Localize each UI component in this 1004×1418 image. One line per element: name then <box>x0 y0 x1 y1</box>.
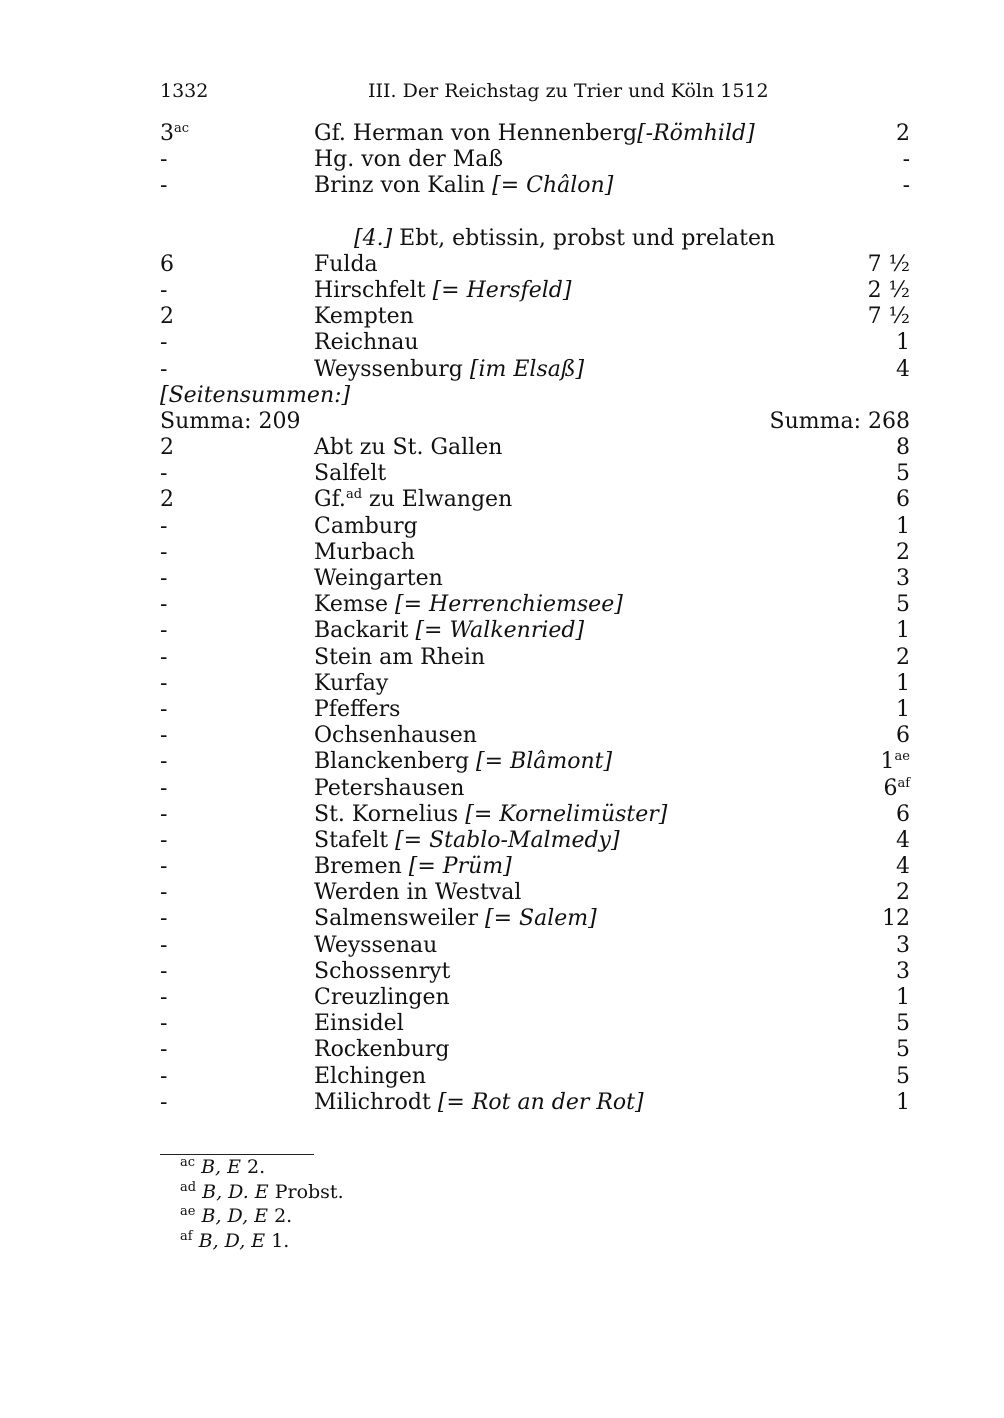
table-row <box>160 828 910 854</box>
rank-value: - <box>160 513 168 539</box>
rank-cell <box>160 304 174 330</box>
rank-cell <box>160 776 167 802</box>
quota-value: 1 <box>896 696 910 722</box>
quota-cell <box>896 828 910 854</box>
entry-name-cell <box>314 802 667 828</box>
rank-cell <box>160 1064 167 1090</box>
quota-cell <box>896 671 910 697</box>
quota-cell <box>896 933 910 959</box>
footnote-mark: ad <box>345 487 363 503</box>
rank-value: - <box>160 723 168 749</box>
entry-name-cell <box>314 933 437 959</box>
quota-cell <box>896 514 910 540</box>
entry-name-cell <box>314 776 464 802</box>
entry-name: Blanckenberg <box>314 749 470 775</box>
page-header <box>160 80 910 106</box>
running-title: III. Der Reichstag zu Trier und Köln 1512 <box>368 80 769 102</box>
entry-name-cell <box>314 304 414 330</box>
page-sums-row <box>160 409 910 435</box>
rank-value: - <box>160 356 168 382</box>
section-title: Ebt, ebtissin, probst und prelaten <box>399 225 776 251</box>
entry-name: Stafelt <box>314 827 389 853</box>
rank-cell <box>160 121 189 147</box>
quota-cell <box>903 173 910 199</box>
entry-name: Murbach <box>314 539 415 565</box>
rank-value: - <box>160 880 168 906</box>
rank-value: - <box>160 801 168 827</box>
rank-value: - <box>160 644 168 670</box>
editorial-note: [= Prüm] <box>408 854 512 880</box>
entry-name-cell <box>314 959 450 985</box>
entry-name-cell <box>314 828 620 854</box>
footnote-mark: ae <box>894 749 910 765</box>
quota-cell <box>896 540 910 566</box>
editorial-note: [-Römhild] <box>637 121 755 146</box>
quota-cell <box>881 749 910 775</box>
quota-value: 1 <box>896 513 910 539</box>
quota-value: 6 <box>896 487 910 513</box>
entry-name: St. Kornelius <box>314 801 459 827</box>
quota-cell <box>903 147 910 173</box>
quota-value: 6 <box>896 801 910 827</box>
footnote <box>180 1229 344 1254</box>
footnote-sources: B, E <box>201 1156 241 1178</box>
table-row <box>160 906 910 932</box>
entry-name-cell <box>314 121 755 147</box>
table-row <box>160 933 910 959</box>
entry-name: Creuzlingen <box>314 985 450 1010</box>
rank-cell <box>160 828 167 854</box>
table-row <box>160 880 910 906</box>
rank-cell <box>160 173 167 199</box>
quota-value: 2 <box>896 121 910 146</box>
page-sums-label: [Seitensummen:] <box>160 382 351 408</box>
entry-name-cell <box>314 985 450 1011</box>
rank-cell <box>160 749 167 775</box>
entry-name: Brinz von Kalin <box>314 173 486 199</box>
editorial-note: [= Rot an der Rot] <box>437 1089 644 1115</box>
entry-name-cell <box>314 1037 450 1063</box>
rank-value: - <box>160 566 168 591</box>
entry-name-cell <box>314 487 512 513</box>
footnote-sources: B, D. E <box>202 1180 269 1203</box>
quota-value: 2 ½ <box>867 277 910 303</box>
entry-name: Gf. <box>314 487 346 513</box>
rank-value: - <box>160 985 168 1010</box>
entry-name-cell <box>314 880 521 906</box>
quota-value: 3 <box>896 932 910 958</box>
quota-cell <box>896 1011 910 1037</box>
rank-cell <box>160 487 174 513</box>
quota-cell <box>896 435 910 461</box>
table-row <box>160 671 910 697</box>
quota-cell <box>868 304 910 330</box>
rank-value: 3 <box>160 121 174 146</box>
quota-value: 1 <box>896 618 910 644</box>
quota-cell <box>896 985 910 1011</box>
rank-cell <box>160 592 167 618</box>
entry-name: Kemse <box>314 592 389 618</box>
quota-value: 1 <box>880 749 895 775</box>
table-row <box>160 566 910 592</box>
table-row <box>160 514 910 540</box>
page-sums-label-row <box>160 383 910 409</box>
table-row <box>160 1090 910 1116</box>
quota-value: 1 <box>896 1089 910 1115</box>
entry-name-cell <box>314 854 512 880</box>
rank-cell <box>160 671 167 697</box>
quota-cell <box>896 1064 910 1090</box>
entry-name: Bremen <box>314 854 402 880</box>
quota-value: 2 <box>896 880 910 906</box>
quota-value: - <box>902 147 910 173</box>
editorial-note: [= Walkenried] <box>415 618 585 644</box>
entry-name-cell <box>314 566 443 592</box>
rank-cell <box>160 618 167 644</box>
entry-name: Hg. von der Maß <box>314 147 504 173</box>
entry-name: Salfelt <box>314 461 387 487</box>
page-number: 1332 <box>160 80 209 102</box>
entry-name: Einsidel <box>314 1011 404 1037</box>
table-row <box>160 1011 910 1037</box>
entry-name-cell <box>314 697 400 723</box>
table-row <box>160 749 910 775</box>
entry-name: Salmensweiler <box>314 906 479 932</box>
rank-value: - <box>160 1089 168 1115</box>
rank-value: 2 <box>160 304 174 330</box>
table-row <box>160 357 910 383</box>
footnote-text: 1. <box>265 1229 290 1252</box>
quota-value: 5 <box>896 1037 910 1063</box>
table-row <box>160 959 910 985</box>
editorial-note: [= Stablo-Malmedy] <box>395 827 620 853</box>
quota-cell <box>882 906 910 932</box>
rank-value: - <box>160 592 168 618</box>
entry-name: Weyssenburg <box>314 356 463 382</box>
rank-value: - <box>160 173 168 199</box>
rank-cell <box>160 435 174 461</box>
page-sum-left: Summa: 209 <box>160 408 301 434</box>
entry-name-cell <box>314 645 485 671</box>
table-row <box>160 540 910 566</box>
footnote-mark: af <box>180 1228 193 1244</box>
quota-value: 6 <box>883 775 898 801</box>
footnote-text: 2. <box>241 1156 266 1178</box>
entry-name: Elchingen <box>314 1063 427 1089</box>
entry-name: Kempten <box>314 304 414 330</box>
rank-value: - <box>160 1063 168 1089</box>
quota-cell <box>896 697 910 723</box>
rank-value: - <box>160 618 168 644</box>
quota-cell <box>896 1090 910 1116</box>
rank-value: - <box>160 330 168 356</box>
footnote-mark: ac <box>174 121 190 136</box>
editorial-note: [= Kornelimüster] <box>465 801 668 827</box>
footnote <box>180 1204 344 1229</box>
table-row <box>160 121 910 147</box>
entry-name-cell <box>314 723 477 749</box>
rank-cell <box>160 723 167 749</box>
table-row <box>160 645 910 671</box>
rank-value: - <box>160 827 168 853</box>
quota-value: 5 <box>896 1011 910 1037</box>
quota-cell <box>896 723 910 749</box>
rank-cell <box>160 540 167 566</box>
table-row <box>160 330 910 356</box>
quota-cell <box>868 252 910 278</box>
section-heading <box>354 226 775 252</box>
quota-value: 8 <box>896 435 910 461</box>
quota-cell <box>896 330 910 356</box>
editorial-note: [= Herrenchiemsee] <box>395 592 623 618</box>
footnote <box>180 1180 344 1205</box>
quota-value: 6 <box>896 723 910 749</box>
table-row <box>160 592 910 618</box>
editorial-note: [= Blâmont] <box>476 749 613 775</box>
entry-name: Stein am Rhein <box>314 644 486 670</box>
rank-value: - <box>160 461 168 487</box>
quota-value: 4 <box>896 854 910 880</box>
rank-cell <box>160 985 167 1011</box>
quota-cell <box>896 121 910 147</box>
quota-value: 4 <box>896 356 910 382</box>
rank-value: - <box>160 1011 168 1037</box>
table-row <box>160 723 910 749</box>
editorial-note: [= Châlon] <box>492 173 614 199</box>
footnote <box>180 1155 344 1180</box>
footnote-mark: ac <box>180 1155 196 1170</box>
quota-cell <box>896 802 910 828</box>
entry-name-cell <box>314 749 612 775</box>
table-row <box>160 461 910 487</box>
quota-value: 2 <box>896 539 910 565</box>
entry-name-cell <box>314 461 386 487</box>
entry-name-cell <box>314 671 388 697</box>
entry-name-cell <box>314 1090 644 1116</box>
table-row <box>160 278 910 304</box>
rank-value: - <box>160 775 168 801</box>
table-row <box>160 697 910 723</box>
section-number: [4.] <box>354 225 393 251</box>
quota-value: - <box>902 173 910 199</box>
entry-name-cell <box>314 147 503 173</box>
rank-cell <box>160 1037 167 1063</box>
entry-name: Werden in Westval <box>314 880 522 906</box>
rank-cell <box>160 461 167 487</box>
footnote-text: 2. <box>268 1205 293 1227</box>
entry-name-cell <box>314 173 613 199</box>
rank-cell <box>160 697 167 723</box>
quota-value: 3 <box>896 958 910 984</box>
entry-name: Weingarten <box>314 566 443 591</box>
rank-cell <box>160 357 167 383</box>
table-row <box>160 1064 910 1090</box>
quota-value: 1 <box>896 985 910 1010</box>
footnote-mark: ae <box>180 1204 196 1219</box>
rank-cell <box>160 566 167 592</box>
quota-cell <box>896 880 910 906</box>
table-row <box>160 802 910 828</box>
quota-cell <box>896 461 910 487</box>
entry-name-cell <box>314 1011 404 1037</box>
rank-value: - <box>160 147 168 173</box>
entry-name: Gf. Herman von Hennenberg <box>314 121 638 146</box>
quota-cell <box>896 566 910 592</box>
entry-name-cell <box>314 540 415 566</box>
quota-value: 7 ½ <box>867 304 910 330</box>
rank-value: 2 <box>160 487 174 513</box>
footnote-sources: B, D, E <box>198 1229 266 1252</box>
rank-cell <box>160 645 167 671</box>
entry-name: Schossenryt <box>314 958 451 984</box>
table-row <box>160 173 910 199</box>
entry-name: Rockenburg <box>314 1037 450 1063</box>
table-row <box>160 854 910 880</box>
table-row <box>160 304 910 330</box>
table-row <box>160 1037 910 1063</box>
rank-cell <box>160 1090 167 1116</box>
quota-cell <box>896 618 910 644</box>
table-row <box>160 618 910 644</box>
quota-cell <box>896 959 910 985</box>
rank-value: 2 <box>160 435 174 461</box>
rank-cell <box>160 514 167 540</box>
footnote-sources: B, D, E <box>201 1205 269 1227</box>
rank-value: - <box>160 696 168 722</box>
quota-value: 7 ½ <box>867 251 910 277</box>
rank-value: - <box>160 906 168 932</box>
entry-name: Ochsenhausen <box>314 723 477 749</box>
rank-cell <box>160 854 167 880</box>
table-row <box>160 985 910 1011</box>
quota-cell <box>896 1037 910 1063</box>
quota-cell <box>896 854 910 880</box>
entry-name-rest: zu Elwangen <box>362 487 513 513</box>
entry-name: Kurfay <box>314 670 389 696</box>
quota-value: 1 <box>896 330 910 356</box>
rank-cell <box>160 147 167 173</box>
entry-name-cell <box>314 906 597 932</box>
rank-cell <box>160 906 167 932</box>
entry-name-cell <box>314 514 418 540</box>
quota-value: 12 <box>882 906 910 932</box>
rank-cell <box>160 252 174 278</box>
footnotes <box>180 1155 344 1253</box>
rank-cell <box>160 330 167 356</box>
quota-cell <box>896 357 910 383</box>
editorial-note: [= Hersfeld] <box>432 277 572 303</box>
entry-name-cell <box>314 618 584 644</box>
rank-cell <box>160 802 167 828</box>
rank-value: - <box>160 1037 168 1063</box>
table-row <box>160 147 910 173</box>
editorial-note: [im Elsaß] <box>469 356 585 382</box>
rank-value: - <box>160 670 168 696</box>
entry-name-cell <box>314 357 584 383</box>
editorial-note: [= Salem] <box>485 906 597 932</box>
footnote-mark: af <box>897 775 910 791</box>
rank-value: - <box>160 958 168 984</box>
table-row <box>160 252 910 278</box>
quota-cell <box>896 645 910 671</box>
rank-value: 6 <box>160 251 174 277</box>
entry-name-cell <box>314 592 623 618</box>
rank-value: - <box>160 749 168 775</box>
quota-value: 4 <box>896 827 910 853</box>
rank-cell <box>160 278 167 304</box>
page-sum-right: Summa: 268 <box>769 408 910 434</box>
quota-value: 5 <box>896 461 910 487</box>
section-heading-row <box>160 226 910 252</box>
entry-name-cell <box>314 1064 426 1090</box>
entry-name: Petershausen <box>314 775 465 801</box>
quota-cell <box>896 592 910 618</box>
quota-value: 5 <box>896 592 910 618</box>
entry-name: Reichnau <box>314 330 419 356</box>
quota-cell <box>896 487 910 513</box>
entry-name-cell <box>314 435 502 461</box>
footnote-mark: ad <box>180 1179 197 1195</box>
entry-name: Camburg <box>314 513 418 539</box>
table-row <box>160 487 910 513</box>
quota-value: 5 <box>896 1063 910 1089</box>
entry-name: Pfeffers <box>314 696 401 722</box>
quota-cell <box>883 776 910 802</box>
rank-value: - <box>160 277 168 303</box>
spacer-row <box>160 200 910 226</box>
entry-name: Backarit <box>314 618 409 644</box>
quota-value: 3 <box>896 566 910 591</box>
table-row <box>160 435 910 461</box>
table-row <box>160 776 910 802</box>
rank-cell <box>160 880 167 906</box>
entry-name-cell <box>314 252 378 278</box>
rank-cell <box>160 933 167 959</box>
entry-name: Hirschfelt <box>314 277 426 303</box>
entry-name-cell <box>314 330 419 356</box>
entry-name: Weyssenau <box>314 932 438 958</box>
rank-cell <box>160 1011 167 1037</box>
entry-name: Abt zu St. Gallen <box>314 435 503 461</box>
quota-value: 1 <box>896 670 910 696</box>
quota-cell <box>868 278 910 304</box>
rank-value: - <box>160 539 168 565</box>
entry-name-cell <box>314 278 571 304</box>
entry-name: Milichrodt <box>314 1089 431 1115</box>
quota-value: 2 <box>896 644 910 670</box>
rank-value: - <box>160 932 168 958</box>
entry-name: Fulda <box>314 251 378 277</box>
footnote-text: Probst. <box>268 1180 344 1203</box>
contribution-table <box>160 121 910 1116</box>
rank-cell <box>160 959 167 985</box>
rank-value: - <box>160 854 168 880</box>
